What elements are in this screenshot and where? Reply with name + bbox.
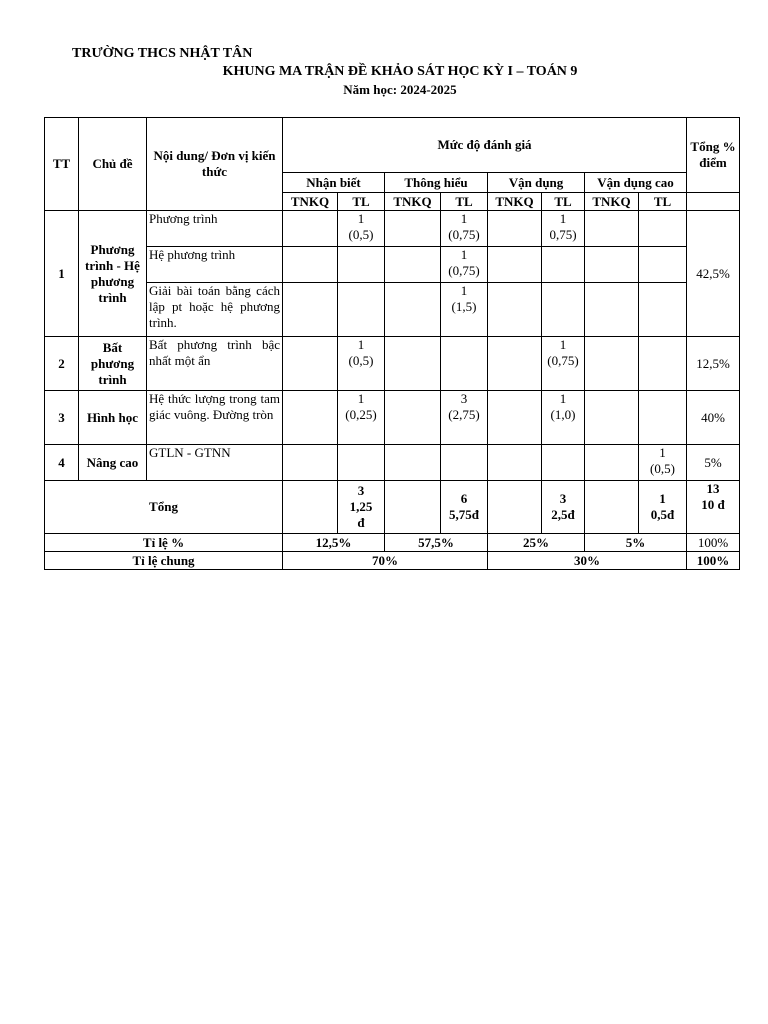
sum-value (283, 481, 338, 534)
row-value: 1 (0,25) (338, 391, 385, 445)
common-label: Tỉ lệ chung (45, 552, 283, 570)
row-value (385, 283, 441, 337)
header-sub: TL (338, 193, 385, 211)
row-value (639, 211, 687, 247)
sum-label: Tổng (45, 481, 283, 534)
header-level: Mức độ đánh giá (283, 118, 687, 173)
table-row (45, 391, 740, 445)
school-name: TRƯỜNG THCS NHẬT TÂN (72, 46, 253, 61)
row-content: Phương trình (147, 211, 283, 247)
row-value (639, 247, 687, 283)
ratio-value: 57,5% (385, 534, 488, 552)
row-value (488, 211, 542, 247)
table-row (45, 247, 740, 283)
row-content: GTLN - GTNN (147, 445, 283, 481)
row-value (542, 283, 585, 337)
row-value (585, 283, 639, 337)
row-value (488, 391, 542, 445)
row-value (639, 391, 687, 445)
common-value: 70% (283, 552, 488, 570)
header-sub: TNKQ (385, 193, 441, 211)
table-row (45, 211, 740, 247)
row-content: Hệ thức lượng trong tam giác vuông. Đường tròn (147, 391, 283, 445)
row-value (488, 445, 542, 481)
row-value (283, 247, 338, 283)
row-value (488, 247, 542, 283)
header-level-name: Nhận biết (283, 173, 385, 193)
row-tt: 1 (45, 211, 79, 337)
sum-total: 13 10 đ (687, 481, 740, 534)
row-value (283, 391, 338, 445)
sum-value (488, 481, 542, 534)
row-value: 1 0,75) (542, 211, 585, 247)
row-value (385, 445, 441, 481)
sum-value: 1 0,5đ (639, 481, 687, 534)
common-value: 30% (488, 552, 687, 570)
header-row (45, 118, 740, 173)
row-value (338, 283, 385, 337)
row-value (283, 337, 338, 391)
header-content: Nội dung/ Đơn vị kiến thức (147, 118, 283, 211)
row-value (488, 337, 542, 391)
sum-value: 3 2,5đ (542, 481, 585, 534)
ratio-total: 100% (687, 534, 740, 552)
row-topic: Nâng cao (79, 445, 147, 481)
exam-matrix-table (44, 117, 740, 570)
row-value: 1 (0,5) (338, 211, 385, 247)
row-value (585, 211, 639, 247)
row-value: 1 (0,5) (338, 337, 385, 391)
header-sub: TL (441, 193, 488, 211)
header-level-name: Vận dụng (488, 173, 585, 193)
row-total: 5% (687, 445, 740, 481)
row-value: 1 (1,5) (441, 283, 488, 337)
common-row (45, 552, 740, 570)
row-value (385, 211, 441, 247)
row-value (585, 445, 639, 481)
ratio-value: 12,5% (283, 534, 385, 552)
row-tt: 4 (45, 445, 79, 481)
row-value (585, 391, 639, 445)
header-blank (687, 193, 740, 211)
row-value: 1 (0,5) (639, 445, 687, 481)
ratio-value: 5% (585, 534, 687, 552)
header-level-name: Vận dụng cao (585, 173, 687, 193)
row-topic: Hình học (79, 391, 147, 445)
row-content: Hệ phương trình (147, 247, 283, 283)
row-total: 40% (687, 391, 740, 445)
header-sub: TNKQ (283, 193, 338, 211)
row-topic: Phương trình - Hệ phương trình (79, 211, 147, 337)
ratio-row (45, 534, 740, 552)
header-sub: TL (542, 193, 585, 211)
row-value (385, 391, 441, 445)
row-total: 12,5% (687, 337, 740, 391)
header-sub: TNKQ (488, 193, 542, 211)
row-value (639, 337, 687, 391)
row-value (585, 247, 639, 283)
document-title: KHUNG MA TRẬN ĐỀ KHẢO SÁT HỌC KỲ I – TOÁN 9 (222, 64, 578, 79)
row-value (283, 283, 338, 337)
sum-row (45, 481, 740, 534)
row-value (283, 211, 338, 247)
row-value: 1 (1,0) (542, 391, 585, 445)
sum-value (385, 481, 441, 534)
row-value (542, 247, 585, 283)
sum-value (585, 481, 639, 534)
header-total: Tổng % điểm (687, 118, 740, 193)
header-sub: TNKQ (585, 193, 639, 211)
row-content: Bất phương trình bậc nhất một ẩn (147, 337, 283, 391)
row-value: 1 (0,75) (542, 337, 585, 391)
row-value (542, 445, 585, 481)
row-value (441, 445, 488, 481)
common-total: 100% (687, 552, 740, 570)
table-row (45, 283, 740, 337)
sum-value: 6 5,75đ (441, 481, 488, 534)
table-body (45, 118, 740, 570)
row-value (441, 337, 488, 391)
row-value (385, 247, 441, 283)
row-topic: Bất phương trình (79, 337, 147, 391)
header-level-name: Thông hiểu (385, 173, 488, 193)
row-value (385, 337, 441, 391)
row-value: 3 (2,75) (441, 391, 488, 445)
sum-value: 3 1,25 đ (338, 481, 385, 534)
row-value (283, 445, 338, 481)
row-value (338, 247, 385, 283)
row-tt: 3 (45, 391, 79, 445)
header-tt: TT (45, 118, 79, 211)
row-tt: 2 (45, 337, 79, 391)
table-row (45, 445, 740, 481)
row-total: 42,5% (687, 211, 740, 337)
table-row (45, 337, 740, 391)
row-value: 1 (0,75) (441, 211, 488, 247)
row-value: 1 (0,75) (441, 247, 488, 283)
row-content: Giải bài toán bằng cách lập pt hoặc hệ phương trình. (147, 283, 283, 337)
ratio-value: 25% (488, 534, 585, 552)
row-value (639, 283, 687, 337)
school-year: Năm học: 2024-2025 (343, 82, 457, 97)
header-sub: TL (639, 193, 687, 211)
header-topic: Chủ đề (79, 118, 147, 211)
ratio-label: Tỉ lệ % (45, 534, 283, 552)
row-value (488, 283, 542, 337)
row-value (338, 445, 385, 481)
row-value (585, 337, 639, 391)
